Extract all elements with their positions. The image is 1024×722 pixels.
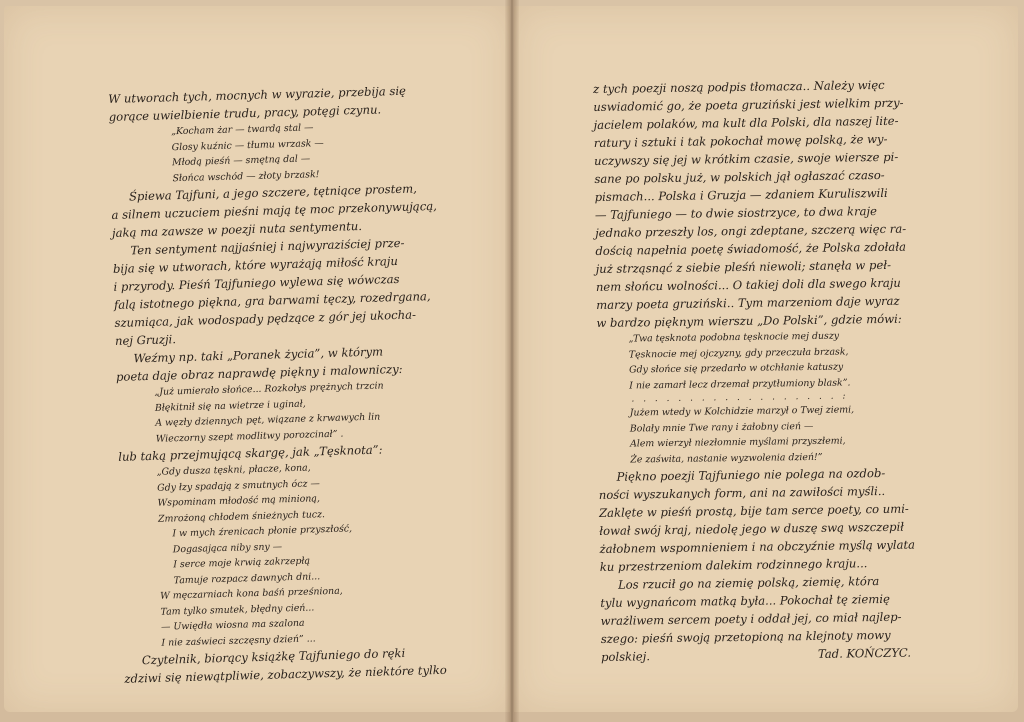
poem-line: Tamuje rozpacz dawnych dni...: [173, 570, 321, 586]
poem-line: „Twa tęsknota podobna tęsknocie mej duszy: [628, 330, 840, 345]
poem-line: „Już umierało słońce... Rozkołys prężnych trzcin: [154, 380, 384, 398]
left-page-text: [108, 81, 445, 688]
ellipsis-divider: . . . . . . . . . . . . . . . . . . :: [631, 391, 849, 405]
text-line: W utworach tych, mocnych w wyrazie, przebija się: [108, 83, 407, 106]
poem-line: A węzły dziennych pęt, wiązane z krwawych lin: [155, 411, 381, 429]
author-signature: Tad. KOŃCZYC.: [817, 645, 912, 661]
poem-line: Młodą pieśń — smętną dal —: [171, 153, 311, 169]
text-line: — Tajfuniego — to dwie siostrzyce, to dwa kraje: [594, 204, 878, 222]
poem-line: I serce moje krwią zakrzepłą: [173, 555, 311, 571]
text-line: Los rzucił go na ziemię polską, ziemię, która: [617, 574, 880, 592]
text-line: dością napełnia poetę świadomość, że Polska zdołała: [595, 239, 907, 258]
poem-line: Tęsknocie mej ojczyzny, gdy przeczuła brzask,: [628, 345, 849, 361]
text-line: gorące uwielbienie trudu, pracy, potęgi czynu.: [108, 102, 382, 124]
text-line: marzy poeta gruziński.. Tym marzeniom daje wyraz: [596, 293, 900, 312]
text-line: Weźmy np. taki „Poranek życia”, w którym: [133, 344, 384, 366]
text-line: nej Gruzji.: [114, 332, 177, 348]
right-page-text: [593, 76, 921, 666]
text-line: ku przestrzeniom dalekim rodzinnego kraju...: [599, 556, 868, 574]
text-line: a silnem uczuciem pieśni mają tę moc przekonywującą,: [111, 198, 438, 222]
text-line: lub taką przejmującą skargę, jak „Tęsknota”:: [118, 442, 383, 464]
text-line: jednako przeszły los, ongi zdeptane, szczerą więc ra-: [595, 221, 907, 240]
poem-line: W męczarniach kona baśń prześniona,: [160, 585, 343, 602]
poem-line: Gdy słońce się przedarło w otchłanie katuszy: [628, 361, 844, 376]
text-line: i przyrody. Pieśń Tajfuniego wylewa się wówczas: [113, 271, 400, 294]
text-line: jacielem polaków, ma kult dla Polski, dla naszej lite-: [593, 113, 899, 132]
poem-line: Glosy kuźnic — tłumu wrzask —: [171, 137, 324, 153]
poem-line: — Uwiędła wiosna ma szalona: [160, 617, 305, 633]
poem-line: Wspominam młodość mą minioną,: [157, 493, 321, 509]
text-line: żałobnem wspomnieniem i na obczyźnie myślą wylata: [599, 537, 916, 556]
text-line: ności wyszukanych form, ani na zawiłości myśli..: [598, 483, 886, 502]
text-line: pismach... Polska i Gruzja — zdaniem Kuruliszwili: [594, 185, 888, 204]
text-line: poeta daje obraz naprawdę piękny i malowniczy:: [115, 361, 403, 384]
text-line: łował swój kraj, niedolę jego w duszę swą wszczepił: [599, 519, 905, 538]
poem-line: Tam tylko smutek, błędny cień...: [160, 601, 315, 618]
text-line: Czytelnik, biorący książkę Tajfuniego do ręki: [141, 645, 406, 668]
text-line: zdziwi się niewątpliwie, zobaczywszy, że niektóre tylko: [124, 662, 447, 686]
text-line: polskiej.: [600, 649, 651, 664]
poem-line: „Kocham żar — twardą stal —: [171, 122, 314, 138]
text-line: Zaklęte w pieśń prostą, bije tam serce poety, co umi-: [598, 501, 909, 520]
poem-line: Jużem wtedy w Kolchidzie marzył o Twej ziemi,: [629, 404, 855, 419]
poem-line: Dogasająca niby sny —: [172, 540, 283, 555]
poem-line: „Gdy dusza tęskni, płacze, kona,: [156, 462, 311, 478]
text-line: tylu wygnańcom matką była... Pokochał tę ziemię: [600, 591, 890, 610]
poem-line: I w mych źrenicach płonie przyszłość,: [172, 523, 353, 540]
text-line: sane po polsku już, w polskich jął ogłaszać czaso-: [594, 167, 885, 186]
text-line: szumiąca, jak wodospady pędzące z gór jej ukocha-: [114, 307, 417, 330]
poem-line: Słońca wschód — złoty brzask!: [172, 168, 320, 184]
text-line: ratury i sztuki i tak pokochał mowę polską, że wy-: [593, 131, 888, 150]
poem-line: Wieczorny szept modlitwy porozcinał” .: [155, 428, 344, 445]
text-line: z tych poezji noszą podpis tłomacza.. Należy więc: [593, 77, 885, 96]
text-line: nem słońcu wolności... O takiej doli dla swego kraju: [595, 275, 901, 294]
text-line: jaką ma zawsze w poezji nuta sentymentu.: [111, 218, 363, 240]
text-line: w bardzo pięknym wierszu „Do Polski”, gdzie mówi:: [596, 311, 902, 330]
poem-line: Bolały mnie Twe rany i żałobny cień —: [629, 420, 814, 435]
poem-line: I nie zamarł lecz drzemał przytłumiony blask”.: [629, 376, 851, 392]
text-line: Śpiewa Tajfuni, a jego szczere, tętniące prostem,: [128, 181, 418, 204]
text-line: szego: pieśń swoją przetopioną na klejnoty mowy: [600, 627, 891, 646]
book-gutter: [505, 0, 519, 722]
text-line: falą istotnego piękna, gra barwami tęczy, rozedrgana,: [113, 289, 431, 312]
text-line: Piękno poezji Tajfuniego nie polega na ozdob-: [616, 465, 886, 484]
poem-line: Alem wierzył niezłomnie myślami przyszłemi,: [630, 435, 846, 450]
poem-line: Gdy łzy spadają z smutnych ócz —: [156, 477, 320, 494]
poem-line: I nie zaświeci szczęsny dzień” ...: [161, 632, 316, 649]
poem-line: Że zaświta, nastanie wyzwolenia dzień!”: [630, 451, 823, 466]
text-line: Ten sentyment najjaśniej i najwyraziściej prze-: [130, 235, 405, 258]
text-line: bija się w utworach, które wyrażają miłość kraju: [112, 253, 399, 276]
text-line: wrażliwem sercem poety i oddał jej, co miał najlep-: [600, 609, 902, 628]
poem-line: Zmrożoną chłodem śnieżnych tucz.: [157, 508, 326, 525]
text-line: uswiadomić go, że poeta gruziński jest wielkim przy-: [593, 95, 904, 114]
poem-line: Błękitnił się na wietrze i uginał,: [154, 398, 306, 414]
text-line: już strząsnąć z siebie pleśń niewoli; stanęła w peł-: [595, 257, 892, 276]
text-line: uczywszy się jej w krótkim czasie, swoje wiersze pi-: [594, 149, 899, 168]
